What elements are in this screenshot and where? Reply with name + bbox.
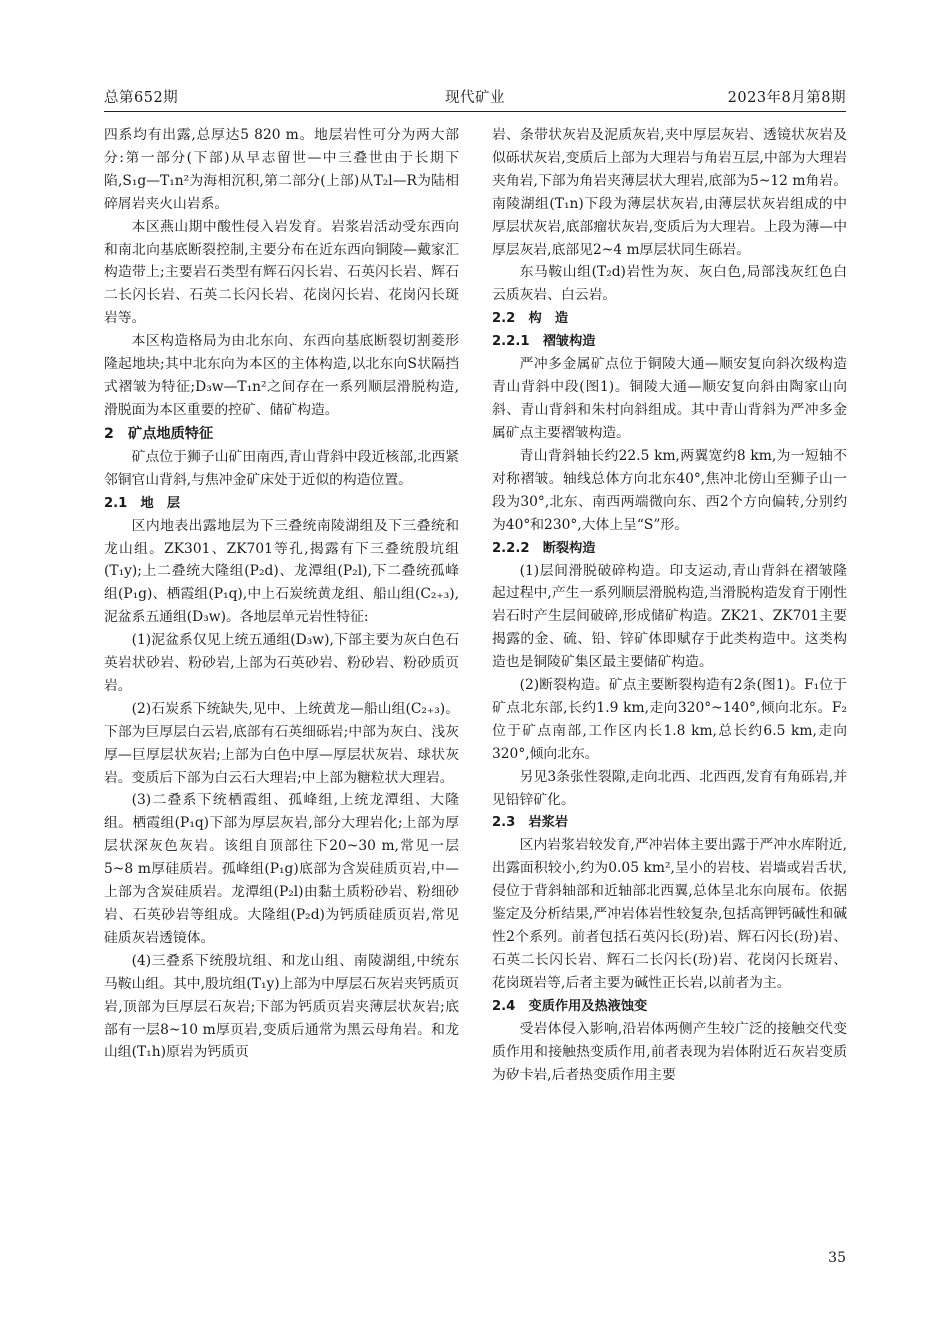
- journal-title: 现代矿业: [445, 90, 505, 106]
- section-heading: 2 矿点地质特征: [104, 425, 214, 442]
- header-rule: [104, 111, 846, 112]
- body-paragraph: 四系均有出露,总厚达5 820 m。地层岩性可分为两大部分:第一部分(下部)从早志留世—中三叠世由于长期下陷,S₁g—T₁n²为海相沉积,第二部分(上部)从T₂l—R为陆相碎屑岩夹火山岩系。: [104, 127, 459, 212]
- body-paragraph: 区内岩浆岩较发育,严冲岩体主要出露于严冲水库附近,出露面积较小,约为0.05 km²,呈小的岩枝、岩墙或岩舌状,侵位于背斜轴部和近轴部北西翼,总体呈北东向展布。依据鉴定及分析结果,严冲岩体岩性较复杂,包括高钾钙碱性和碱性2个系列。前者包括石英闪长(玢)岩、辉石闪长(玢)岩、石英二长闪长岩、辉石二长闪长(玢)岩、花岗闪长斑岩、花岗斑岩等,后者主要为碱性正长岩,以前者为主。: [492, 837, 847, 991]
- body-paragraph: (3)二叠系下统栖霞组、孤峰组,上统龙潭组、大隆组。栖霞组(P₁q)下部为厚层灰岩,部分大理岩化;上部为厚层状深灰色灰岩。该组自顶部往下20~30 m,常见一层5~8 m厚硅质岩。孤峰组(P₁g)底部为含炭硅质页岩,中—上部为含炭硅质岩。龙潭组(P₂l)由黏土质粉砂岩、粉细砂岩、石英砂岩等组成。大隆组(P₂d)为钙质硅质页岩,常见硅质灰岩透镜体。: [104, 792, 459, 946]
- subsection-heading: 2.4 变质作用及热液蚀变: [492, 998, 648, 1014]
- body-paragraph: (1)层间滑脱破碎构造。印支运动,青山背斜在褶皱隆起过程中,产生一系列顺层滑脱构造,当滑脱构造发育于刚性岩石时产生层间破碎,形成储矿构造。ZK21、ZK701主要揭露的金、硫、铅、锌矿体即赋存于此类构造中。这类构造也是铜陵矿集区最主要储矿构造。: [492, 562, 847, 671]
- body-paragraph: 受岩体侵入影响,沿岩体两侧产生较广泛的接触交代变质作用和接触热变质作用,前者表现为岩体附近石灰岩变质为矽卡岩,后者热变质作用主要: [492, 1020, 847, 1083]
- body-paragraph: 本区构造格局为由北东向、东西向基底断裂切割菱形隆起地块;其中北东向为本区的主体构造,以北东向S状隔挡式褶皱为特征;D₃w—T₁n²之间存在一系列顺层滑脱构造,滑脱面为本区重要的控矿、储矿构造。: [104, 333, 459, 418]
- body-paragraph: (2)断裂构造。矿点主要断裂构造有2条(图1)。F₁位于矿点北东部,长约1.9 km,走向320°~140°,倾向北东。F₂位于矿点南部,工作区内长1.8 km,总长约6.5 km,走向320°,倾向北东。: [492, 677, 847, 762]
- running-header: [104, 86, 846, 110]
- body-paragraph: 本区燕山期中酸性侵入岩发育。岩浆岩活动受东西向和南北向基底断裂控制,主要分布在近东西向铜陵—戴家汇构造带上;主要岩石类型有辉石闪长岩、石英闪长岩、辉石二长闪长岩、石英二长闪长岩、花岗闪长岩、花岗闪长斑岩等。: [104, 218, 459, 327]
- issue-date: 2023年8月第8期: [727, 90, 846, 106]
- subsection-heading: 2.3 岩浆岩: [492, 815, 569, 831]
- journal-issue-total: 总第652期: [104, 90, 179, 106]
- body-paragraph: 严冲多金属矿点位于铜陵大通—顺安复向斜次级构造青山背斜中段(图1)。铜陵大通—顺安复向斜由陶家山向斜、青山背斜和朱村向斜组成。其中青山背斜为严冲多金属矿点主要褶皱构造。: [492, 356, 847, 441]
- body-paragraph: 东马鞍山组(T₂d)岩性为灰、灰白色,局部浅灰红色白云质灰岩、白云岩。: [492, 264, 847, 304]
- right-column: [492, 124, 847, 1087]
- subsection-heading: 2.1 地 层: [104, 495, 181, 511]
- body-paragraph: (1)泥盆系仅见上统五通组(D₃w),下部主要为灰白色石英岩状砂岩、粉砂岩,上部为石英砂岩、粉砂岩、粉砂质页岩。: [104, 632, 459, 694]
- subsection-heading: 2.2.1 褶皱构造: [492, 334, 596, 350]
- body-paragraph: 矿点位于狮子山矿田南西,青山背斜中段近核部,北西紧邻铜官山背斜,与焦冲金矿床处于近似的构造位置。: [104, 448, 459, 488]
- body-paragraph: 青山背斜轴长约22.5 km,两翼宽约8 km,为一短轴不对称褶皱。轴线总体方向北东40°,焦冲北傍山至狮子山一段为30°,北东、南西两端微向东、西2个方向偏转,分别约为40°和230°,大体上呈“S”形。: [492, 447, 847, 533]
- body-paragraph: 区内地表出露地层为下三叠统南陵湖组及下三叠统和龙山组。ZK301、ZK701等孔,揭露有下三叠统殷坑组(T₁y);上二叠统大隆组(P₂d)、龙潭组(P₂l),下二叠统孤峰组(P₁g)、栖霞组(P₁q),中上石炭统黄龙组、船山组(C₂₊₃),泥盆系五通组(D₃w)。各地层单元岩性特征:: [104, 517, 459, 626]
- body-paragraph: 岩、条带状灰岩及泥质灰岩,夹中厚层灰岩、透镜状灰岩及似砾状灰岩,变质后上部为大理岩与角岩互层,中部为大理岩夹角岩,下部为角岩夹薄层状大理岩,底部为5~12 m角岩。南陵湖组(T₁n)下段为薄层状灰岩,由薄层状灰岩组成的中厚层状灰岩,底部瘤状灰岩,变质后为大理岩。上段为薄—中厚层灰岩,底部见2~4 m厚层状同生砾岩。: [492, 127, 847, 258]
- body-paragraph: 另见3条张性裂隙,走向北西、北西西,发育有角砾岩,并见铅锌矿化。: [492, 768, 847, 808]
- body-paragraph: (2)石炭系下统缺失,见中、上统黄龙—船山组(C₂₊₃)。下部为巨厚层白云岩,底部有石英细砾岩;中部为灰白、浅灰厚—巨厚层状灰岩;上部为白色中厚—厚层状灰岩、球状灰岩。变质后下部为白云石大理岩;中上部为糖粒状大理岩。: [104, 700, 459, 786]
- left-column: [104, 124, 459, 1064]
- page-number: 35: [828, 1250, 846, 1266]
- subsection-heading: 2.2 构 造: [492, 311, 569, 327]
- subsection-heading: 2.2.2 断裂构造: [492, 540, 596, 556]
- body-paragraph: (4)三叠系下统殷坑组、和龙山组、南陵湖组,中统东马鞍山组。其中,殷坑组(T₁y)上部为中厚层石灰岩夹钙质页岩,顶部为巨厚层石灰岩;下部为钙质页岩夹薄层状灰岩;底部有一层8~10 m厚页岩,变质后通常为黑云母角岩。和龙山组(T₁h)原岩为钙质页: [104, 952, 460, 1061]
